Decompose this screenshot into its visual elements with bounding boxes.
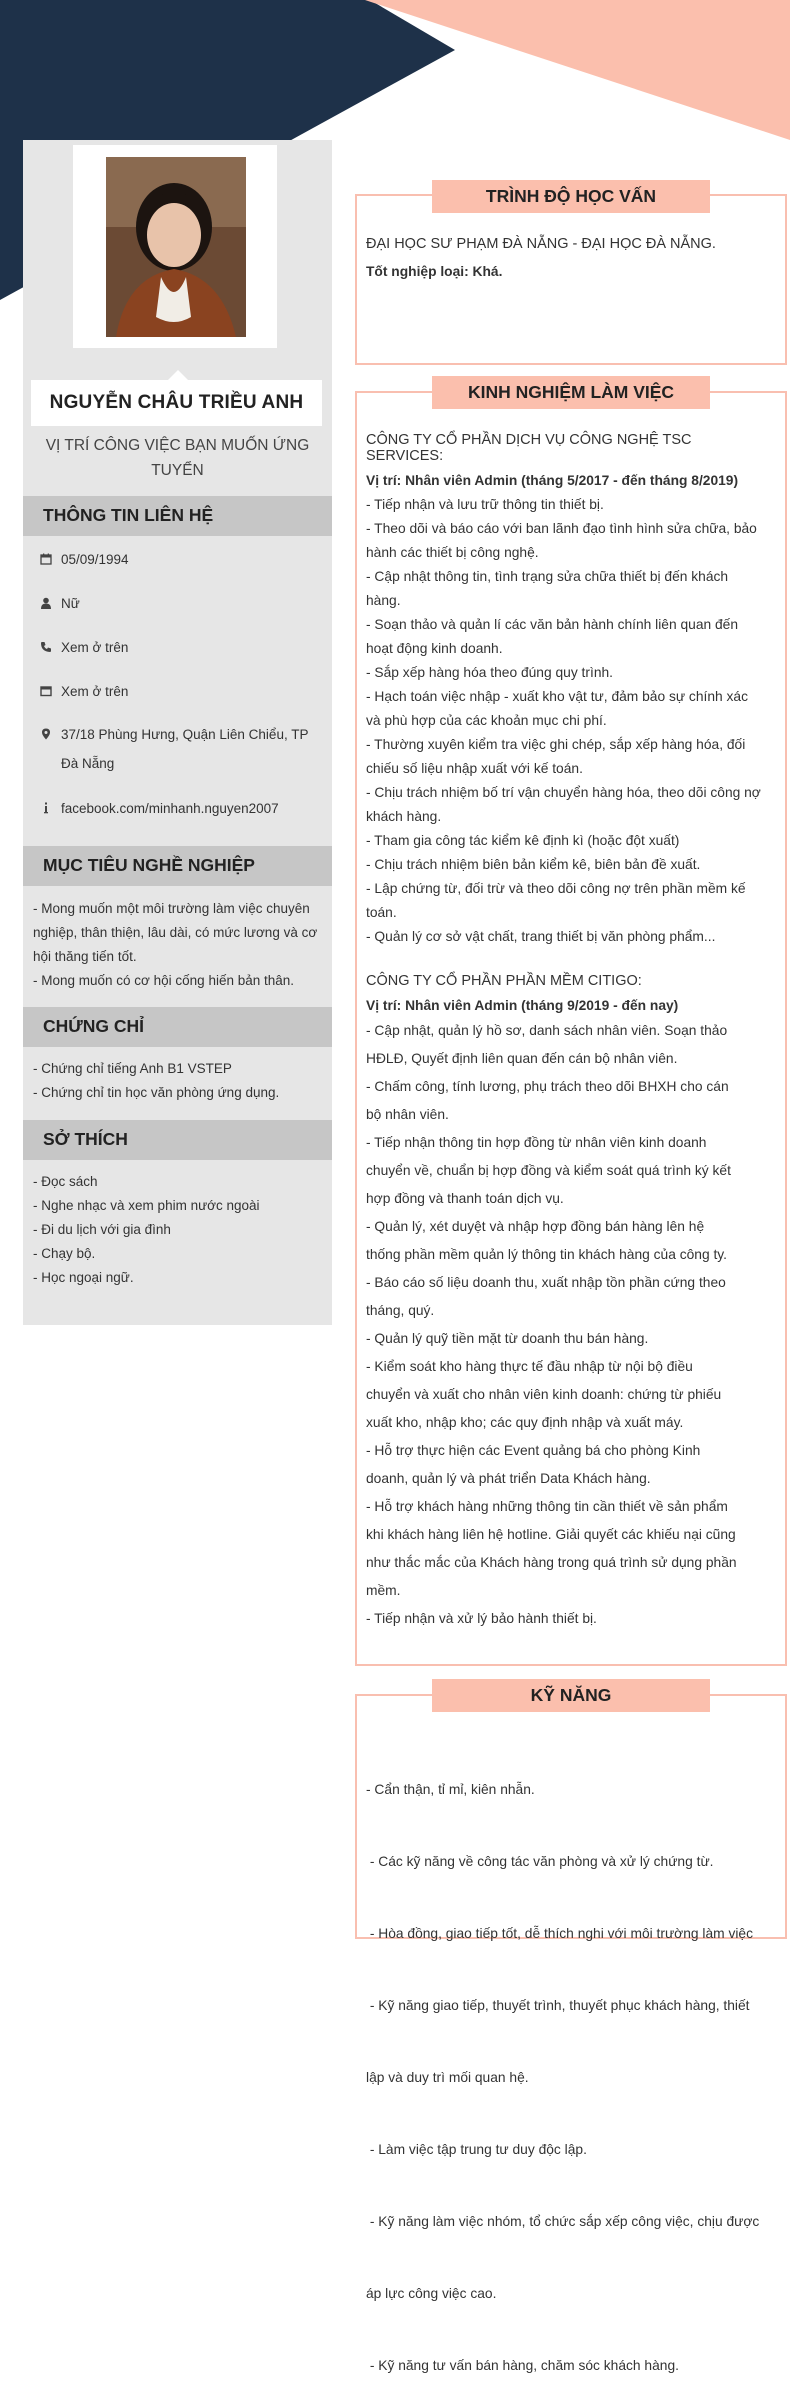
job-duty-line: - Quản lý cơ sở vật chất, trang thiết bị văn phòng phẩm... <box>366 929 716 944</box>
skill-line: áp lực công việc cao. <box>366 2286 497 2301</box>
map-marker-icon <box>40 720 52 751</box>
job-duty-line: - Soạn thảo và quản lí các văn bản hành chính liên quan đến <box>366 617 739 632</box>
objective-line: - Mong muốn có cơ hội cống hiến bản thân. <box>33 973 295 988</box>
desired-position <box>40 433 315 483</box>
profile-photo-frame <box>73 145 277 348</box>
certificates-heading-bar <box>23 1007 332 1047</box>
skill-line: - Kỹ năng tư vấn bán hàng, chăm sóc khách hàng. <box>366 2358 679 2373</box>
address-value <box>61 720 321 778</box>
info-icon <box>40 794 52 825</box>
certificate-item: - Chứng chỉ tiếng Anh B1 VSTEP <box>33 1061 232 1076</box>
job-company: CÔNG TY CỔ PHẦN PHẦN MỀM CITIGO: <box>366 973 642 989</box>
education-text <box>366 236 761 279</box>
calendar-icon <box>40 545 52 576</box>
job-duty-line: - Chấm công, tính lương, phụ trách theo dõi BHXH cho cán <box>366 1079 729 1094</box>
contact-heading: THÔNG TIN LIÊN HỆ <box>43 505 214 525</box>
phone-value: Xem ở trên <box>61 640 129 655</box>
name-box <box>31 380 322 426</box>
job-role: Vị trí: Nhân viên Admin (tháng 9/2019 - đến nay) <box>366 998 679 1013</box>
hobbies-heading: SỞ THÍCH <box>43 1129 128 1149</box>
hobby-item: - Chạy bộ. <box>33 1246 96 1261</box>
job-duty-line: - Chịu trách nhiệm bố trí vận chuyển hàng hóa, theo dõi công nợ <box>366 785 761 800</box>
profile-photo <box>106 157 246 337</box>
job-duty-line: như thắc mắc của Khách hàng trong quá trình sử dụng phần <box>366 1555 737 1570</box>
skill-line: lập và duy trì mối quan hệ. <box>366 2070 529 2085</box>
education-heading: TRÌNH ĐỘ HỌC VẤN <box>432 180 710 213</box>
job-duty-line: hàng. <box>366 593 401 608</box>
education-box <box>355 194 787 365</box>
skill-line: - Kỹ năng giao tiếp, thuyết trình, thuyết phục khách hàng, thiết <box>366 1998 750 2013</box>
email-icon <box>40 677 52 708</box>
objective-heading-bar <box>23 846 332 886</box>
job-duty-line: mềm. <box>366 1583 401 1598</box>
skill-line: - Kỹ năng làm việc nhóm, tổ chức sắp xếp công việc, chịu được <box>366 2214 760 2229</box>
objective-line: hội thăng tiến tốt. <box>33 949 137 964</box>
skills-text <box>366 1730 761 2402</box>
job-duty-line: - Tiếp nhận và xử lý bảo hành thiết bị. <box>366 1611 597 1626</box>
job-company: CÔNG TY CỔ PHẦN DỊCH VỤ CÔNG NGHỆ TSC SERVICES: <box>366 432 692 464</box>
email-value: Xem ở trên <box>61 684 129 699</box>
job-1 <box>366 432 761 949</box>
job-role: Vị trí: Nhân viên Admin (tháng 5/2017 - đến tháng 8/2019) <box>366 473 739 488</box>
job-duty-line: bộ nhân viên. <box>366 1107 449 1122</box>
job-duty-line: - Báo cáo số liệu doanh thu, xuất nhập tồn phần cứng theo <box>366 1275 726 1290</box>
job-duty-line: hành các thiết bị công nghệ. <box>366 545 539 560</box>
job-duty-line: tháng, quý. <box>366 1303 435 1318</box>
desired-position-line: VỊ TRÍ CÔNG VIỆC BẠN MUỐN ỨNG <box>45 437 310 454</box>
hobbies-text <box>33 1170 328 1290</box>
contact-heading-bar <box>23 496 332 536</box>
job-duty-line: - Hạch toán việc nhập - xuất kho vật tư, đảm bảo sự chính xác <box>366 689 748 704</box>
birthday-value: 05/09/1994 <box>61 552 129 567</box>
phone-icon <box>40 633 52 664</box>
job-duty-line: doanh, quản lý và phát triển Data Khách hàng. <box>366 1471 651 1486</box>
job-duty-line: - Kiểm soát kho hàng thực tế đầu nhập từ nội bộ điều <box>366 1359 693 1374</box>
user-icon <box>40 589 52 620</box>
skills-heading: KỸ NĂNG <box>432 1679 710 1712</box>
candidate-name: NGUYỄN CHÂU TRIỀU ANH <box>49 392 304 413</box>
certificate-item: - Chứng chỉ tin học văn phòng ứng dụng. <box>33 1085 280 1100</box>
desired-position-line: TUYỂN <box>151 462 204 479</box>
address-line: 37/18 Phùng Hưng, Quận Liên Chiểu, TP <box>61 727 309 742</box>
address-line: Đà Nẵng <box>61 756 115 771</box>
photo-notch <box>168 370 188 380</box>
job-duty-line: - Hỗ trợ khách hàng những thông tin cần thiết về sản phẩm <box>366 1499 728 1514</box>
job-duty-line: xuất kho, nhập kho; các quy định nhập và xuất máy. <box>366 1415 684 1430</box>
skill-line: - Các kỹ năng về công tác văn phòng và xử lý chứng từ. <box>366 1854 714 1869</box>
job-duty-line: khách hàng. <box>366 809 442 824</box>
gender-value: Nữ <box>61 596 80 611</box>
job-duty-line: và phù hợp của các khoản mục chi phí. <box>366 713 607 728</box>
hobby-item: - Đi du lịch với gia đình <box>33 1222 171 1237</box>
job-duty-line: - Tiếp nhận thông tin hợp đồng từ nhân viên kinh doanh <box>366 1135 707 1150</box>
job-duties <box>366 493 761 949</box>
job-duty-line: hợp đồng và thanh toán dịch vụ. <box>366 1191 564 1206</box>
certificates-heading: CHỨNG CHỈ <box>43 1016 145 1036</box>
job-duty-line: toán. <box>366 905 397 920</box>
job-duty-line: - Quản lý quỹ tiền mặt từ doanh thu bán hàng. <box>366 1331 649 1346</box>
job-duty-line: hoạt động kinh doanh. <box>366 641 503 656</box>
job-duty-line: - Sắp xếp hàng hóa theo đúng quy trình. <box>366 665 613 680</box>
job-duty-line: - Tiếp nhận và lưu trữ thông tin thiết bị. <box>366 497 604 512</box>
job-duty-line: chuyển và xuất cho nhân viên kinh doanh: chứng từ phiếu <box>366 1387 722 1402</box>
job-duty-line: - Lập chứng từ, đối trừ và theo dõi công nợ trên phần mềm kế <box>366 881 746 896</box>
job-duty-line: - Quản lý, xét duyệt và nhập hợp đồng bán hàng lên hệ <box>366 1219 705 1234</box>
skill-line: - Cẩn thận, tỉ mỉ, kiên nhẫn. <box>366 1782 535 1797</box>
graduation-grade: Tốt nghiệp loại: Khá. <box>366 264 503 279</box>
job-duty-line: - Cập nhật, quản lý hồ sơ, danh sách nhân viên. Soạn thảo <box>366 1023 728 1038</box>
hobby-item: - Đọc sách <box>33 1174 98 1189</box>
objective-line: nghiệp, thân thiện, lâu dài, có mức lương và cơ <box>33 925 318 940</box>
experience-heading: KINH NGHIỆM LÀM VIỆC <box>432 376 710 409</box>
skill-line: - Làm việc tập trung tư duy độc lập. <box>366 2142 587 2157</box>
job-duty-line: - Hỗ trợ thực hiện các Event quảng bá cho phòng Kinh <box>366 1443 701 1458</box>
website-value[interactable]: facebook.com/minhanh.nguyen2007 <box>61 801 279 816</box>
hobbies-heading-bar <box>23 1120 332 1160</box>
job-2 <box>366 973 761 1633</box>
job-duties <box>366 1017 761 1633</box>
skill-line: - Hòa đồng, giao tiếp tốt, dễ thích nghi với môi trường làm việc <box>366 1926 754 1941</box>
job-duty-line: chiếu số liệu nhập xuất với kế toán. <box>366 761 583 776</box>
objective-heading: MỤC TIÊU NGHỀ NGHIỆP <box>43 855 255 875</box>
job-duty-line: HĐLĐ, Quyết định liên quan đến cán bộ nhân viên. <box>366 1051 678 1066</box>
job-duty-line: - Theo dõi và báo cáo với ban lãnh đạo tình hình sửa chữa, bảo <box>366 521 757 536</box>
job-duty-line: - Chịu trách nhiệm biên bản kiểm kê, biên bản đề xuất. <box>366 857 701 872</box>
hobby-item: - Nghe nhạc và xem phim nước ngoài <box>33 1198 260 1213</box>
school-name: ĐẠI HỌC SƯ PHẠM ĐÀ NẴNG - ĐẠI HỌC ĐÀ NẴNG. <box>366 236 716 252</box>
job-duty-line: khi khách hàng liên hệ hotline. Giải quyết các khiếu nại cũng <box>366 1527 736 1542</box>
job-duty-line: - Thường xuyên kiểm tra việc ghi chép, sắp xếp hàng hóa, đối <box>366 737 746 752</box>
job-duty-line: thống phần mềm quản lý thông tin khách hàng của công ty. <box>366 1247 728 1262</box>
peach-shape <box>365 0 790 140</box>
job-duty-line: chuyển về, chuẩn bị hợp đồng và kiểm soát quá trình ký kết <box>366 1163 731 1178</box>
job-duty-line: - Tham gia công tác kiểm kê định kì (hoặc đột xuất) <box>366 833 680 848</box>
hobby-item: - Học ngoại ngữ. <box>33 1270 134 1285</box>
certificates-text <box>33 1057 328 1105</box>
objective-line: - Mong muốn một môi trường làm việc chuyên <box>33 901 310 916</box>
job-duty-line: - Cập nhật thông tin, tình trạng sửa chữa thiết bị đến khách <box>366 569 729 584</box>
objective-text <box>33 897 328 993</box>
